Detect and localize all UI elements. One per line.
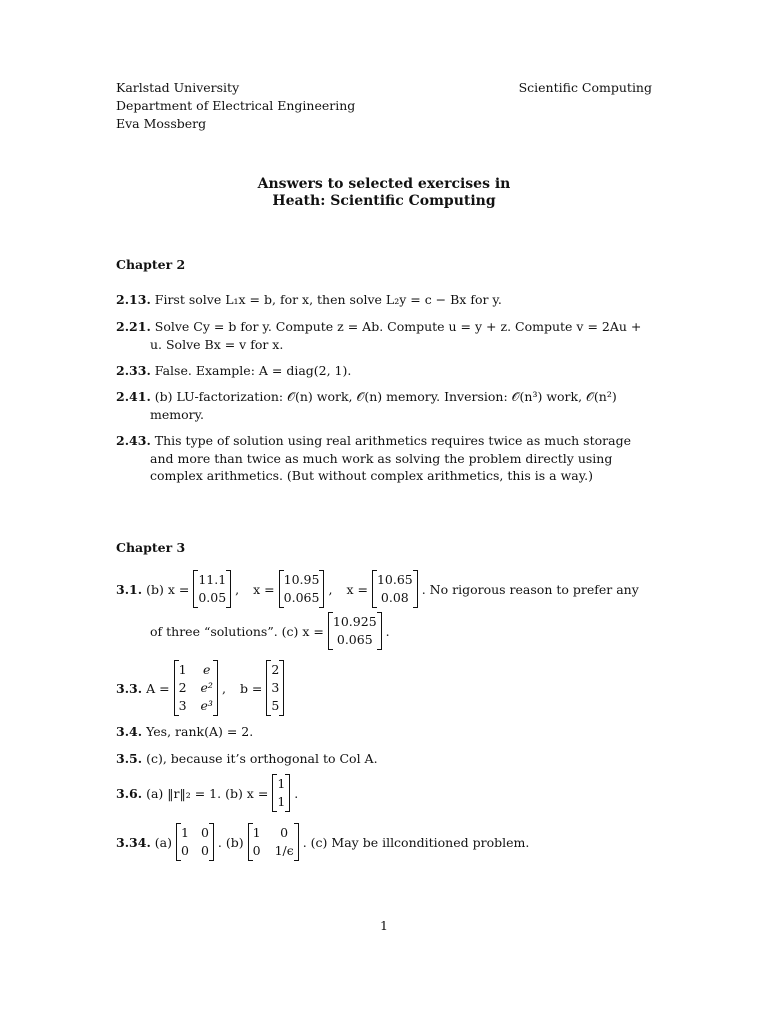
exercise-answer: First solve L₁x = b, for x, then solve L₂y = c − Bx for y.: [154, 292, 502, 307]
matrix-entry: 1: [178, 662, 187, 677]
exercise-3-4: [116, 723, 653, 741]
exercise-number: 3.34.: [116, 834, 151, 850]
vector-b-label: b =: [239, 680, 263, 696]
exercise-number: 3.1.: [116, 581, 143, 597]
header-left: [116, 79, 355, 133]
exercise-3-1-line2: of three “solutions”. (c) x = 10.925 0.065 .: [150, 612, 390, 650]
exercise-number: 2.43.: [116, 433, 151, 448]
exercise-3-34: [116, 823, 529, 861]
exercise-number: 3.6.: [116, 785, 143, 801]
vector-entry: 1: [277, 776, 286, 791]
matrix-entry: 1: [181, 825, 189, 840]
exercise-number: 3.5.: [116, 751, 143, 766]
answer-tail: . No rigorous reason to prefer any: [421, 581, 639, 597]
vector-entry: 0.05: [198, 590, 227, 605]
vector-entry: 0.065: [336, 632, 373, 647]
chapter-2-heading: Chapter 2: [116, 257, 186, 272]
vector-x3: [372, 570, 418, 608]
exercise-number: 3.4.: [116, 724, 143, 739]
answer-b-label: . (b): [217, 834, 244, 850]
exercise-number: 2.13.: [116, 292, 151, 307]
exercise-answer: False. Example: A = diag(2, 1).: [154, 363, 352, 378]
exercise-3-6: 3.6. (a) ‖r‖₂ = 1. (b) x = 1 1 .: [116, 774, 298, 812]
vector-entry: 11.1: [198, 572, 227, 587]
exercise-number: 2.21.: [116, 319, 151, 334]
exercise-2-13: [116, 291, 653, 309]
vector-entry: 10.95: [283, 572, 320, 587]
exercise-2-33: [116, 362, 653, 380]
matrix-entry: 1/ϵ: [274, 843, 294, 858]
matrix-entry: 1: [252, 825, 261, 840]
page-number: 1: [380, 918, 388, 933]
matrix-a: [174, 660, 218, 716]
vector-x2: [279, 570, 325, 608]
vector-entry: 5: [271, 698, 280, 713]
exercise-2-41: [116, 388, 653, 423]
vector-entry: 3: [271, 680, 280, 695]
vector-entry: 2: [271, 662, 280, 677]
chapter-3-heading: Chapter 3: [116, 540, 186, 555]
vector-entry: 10.65: [376, 572, 413, 587]
exercise-answer: (a) ‖r‖₂ = 1. (b) x =: [146, 785, 269, 801]
university: Karlstad University: [116, 80, 240, 95]
exercise-number: 2.41.: [116, 389, 151, 404]
vector-entry: 10.925: [332, 614, 377, 629]
exercise-number: 2.33.: [116, 363, 151, 378]
title-line-1: Answers to selected exercises in: [257, 176, 511, 192]
matrix-entry: 0: [252, 843, 261, 858]
matrix-entry: 3: [178, 698, 187, 713]
matrix-entry: 0: [181, 843, 189, 858]
vector-x4: [328, 612, 382, 650]
exercise-number: 3.3.: [116, 680, 143, 696]
answer-c-label: of three “solutions”. (c) x =: [150, 623, 324, 639]
matrix-answer-b: [248, 823, 299, 861]
exercise-answer: (b) LU-factorization: 𝒪(n) work, 𝒪(n) memory. Inversion: 𝒪(n³) work, 𝒪(n²) memory.: [150, 389, 617, 422]
matrix-entry: 0: [200, 825, 209, 840]
exercise-3-3: 3.3. A = 1 e 2 e² 3 e³ , b = 2 3 5: [116, 660, 288, 716]
equals-label: x =: [253, 581, 275, 597]
exercise-answer: Yes, rank(A) = 2.: [146, 724, 254, 739]
answer-a-label: (a): [154, 834, 172, 850]
matrix-entry: e³: [200, 698, 213, 713]
exercise-3-5: [116, 750, 653, 768]
matrix-a-label: A =: [146, 680, 170, 696]
equals-label: x =: [346, 581, 368, 597]
vector-entry: 0.08: [380, 590, 409, 605]
exercise-2-21: [116, 318, 653, 353]
answer-b-label: (b) x =: [146, 581, 190, 597]
exercise-2-43: [116, 432, 653, 485]
matrix-entry: e: [203, 662, 211, 677]
vector-entry: 0.065: [283, 590, 320, 605]
vector-b: [266, 660, 284, 716]
vector-x1: [193, 570, 231, 608]
author: Eva Mossberg: [116, 116, 207, 131]
matrix-entry: 0: [200, 843, 209, 858]
answer-c-text: . (c) May be illconditioned problem.: [302, 834, 530, 850]
document-title: [0, 176, 768, 210]
matrix-answer-a: [176, 823, 214, 861]
exercise-answer: This type of solution using real arithmetics requires twice as much storage and more than twice as much work as solving the problem directly using complex arithmetics. (But without complex arithmetics, this is a way.): [150, 433, 631, 483]
course-name: Scientific Computing: [518, 80, 652, 95]
exercise-answer: Solve Cy = b for y. Compute z = Ab. Compute u = y + z. Compute v = 2Au + u. Solve Bx = v for x.: [150, 319, 642, 352]
vector-x: [272, 774, 290, 812]
matrix-entry: e²: [200, 680, 213, 695]
exercise-answer: (c), because it’s orthogonal to Col A.: [146, 751, 378, 766]
title-line-2: Heath: Scientific Computing: [272, 193, 496, 209]
department: Department of Electrical Engineering: [116, 98, 356, 113]
matrix-entry: 0: [280, 825, 289, 840]
matrix-entry: 2: [178, 680, 187, 695]
vector-entry: 1: [277, 794, 286, 809]
exercise-3-1-line1: 3.1. (b) x = 11.1 0.05 , x = 10.95 0.065 , x = 10.65 0.08 . No rigorous reason to prefer any: [116, 570, 653, 608]
